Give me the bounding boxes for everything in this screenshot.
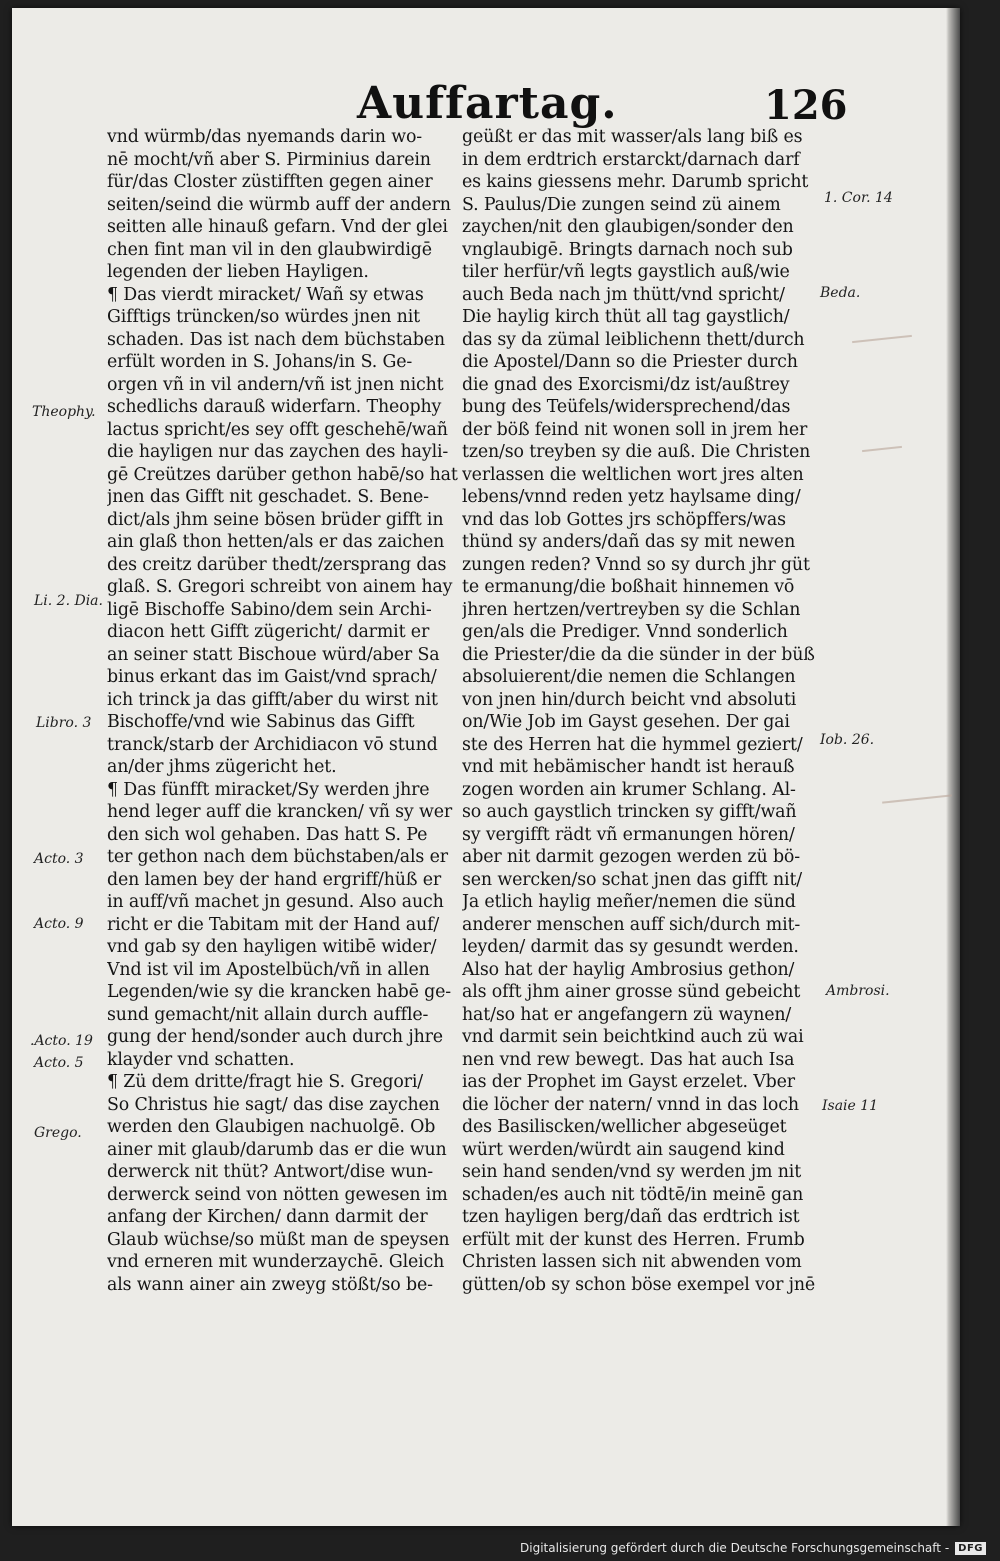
left-column-line: richt er die Tabitam mit der Hand auf/: [107, 914, 440, 935]
margin-note-libro3: Libro. 3: [36, 715, 92, 731]
left-column-line: Glaub wüchse/so müßt man de speysen: [107, 1229, 450, 1250]
left-column-line: seiten/seind die würmb auff der andern: [107, 194, 451, 215]
left-column-line: gē Creützes darüber gethon habē/so hat: [107, 464, 458, 485]
right-column-line: hat/so hat er angefangern zü waynen/: [462, 1004, 792, 1025]
left-column-line: vnd gab sy den hayligen witibē wider/: [107, 937, 437, 957]
left-column-line: den sich wol gehaben. Das hatt S. Pe: [107, 824, 428, 845]
right-column-line: Also hat der haylig Ambrosius gethon/: [462, 959, 795, 980]
right-column-line: von jnen hin/durch beicht vnd absoluti: [462, 689, 797, 710]
right-column-line: sy vergifft rädt vñ ermanungen hören/: [462, 824, 795, 845]
left-column-line: ¶ Zü dem dritte/fragt hie S. Gregori/: [107, 1072, 423, 1092]
pencil-mark: [862, 446, 902, 452]
left-column-line: derwerck seind von nötten gewesen im: [107, 1184, 448, 1205]
left-column-line: ain glaß thon hetten/als er das zaichen: [107, 532, 445, 552]
right-column-line: geüßt er das mit wasser/als lang biß es: [462, 127, 803, 147]
right-column-line: würt werden/würdt ain saugend kind: [462, 1139, 785, 1160]
left-column-line: erfült worden in S. Johans/in S. Ge-: [107, 352, 413, 372]
right-column-line: tiler herfür/vñ legts gaystlich auß/wie: [462, 262, 790, 282]
right-column-line: thünd sy anders/dañ das sy mit newen: [462, 532, 796, 552]
margin-note-acto9: Acto. 9: [34, 916, 84, 932]
left-column-line: binus erkant das im Gaist/vnd sprach/: [107, 667, 437, 687]
right-column-line: vnd das lob Gottes jrs schöpffers/was: [462, 509, 786, 530]
left-column-line: schaden. Das ist nach dem büchstaben: [107, 329, 445, 350]
right-column-line: leyden/ darmit das sy gesundt werden.: [462, 937, 799, 957]
right-column-line: das sy da zümal leiblichenn thett/durch: [462, 329, 805, 350]
right-column-line: sein hand senden/vnd sy werden jm nit: [462, 1162, 802, 1182]
left-column-line: glaß. S. Gregori schreibt von ainem hay: [107, 577, 453, 597]
left-column-line: ¶ Das vierdt miracket/ Wañ sy etwas: [107, 284, 424, 305]
right-column-line: Christen lassen sich nit abwenden vom: [462, 1252, 802, 1272]
left-column-line: Bischoffe/vnd wie Sabinus das Gifft: [107, 712, 415, 732]
left-column-line: nē mocht/vñ aber S. Pirminius darein: [107, 149, 431, 170]
pencil-mark: [882, 794, 952, 803]
margin-note-theophy: Theophy.: [32, 404, 96, 420]
left-column-line: vnd würmb/das nyemands darin wo-: [107, 127, 423, 147]
left-column-line: in auff/vñ machet jn gesund. Also auch: [107, 892, 444, 912]
left-column-line: gung der hend/sonder auch durch jhre: [107, 1027, 443, 1047]
right-column-line: als offt jhm ainer grosse sünd gebeicht: [462, 982, 801, 1002]
right-column-line: vnd mit hebämischer handt ist herauß: [462, 757, 795, 777]
running-title: Auffartag.: [357, 78, 618, 129]
right-column-line: zogen worden ain krumer Schlang. Al-: [462, 779, 796, 800]
margin-note-acto3: Acto. 3: [34, 851, 84, 867]
right-column-line: vnglaubigē. Bringts darnach noch sub: [462, 239, 793, 260]
left-column-line: derwerck nit thüt? Antwort/dise wun-: [107, 1162, 434, 1182]
left-column-line: vnd erneren mit wunderzaychē. Gleich: [107, 1252, 445, 1272]
right-column-line: zungen reden? Vnnd so sy durch jhr güt: [462, 554, 810, 575]
right-column-line: jhren hertzen/vertreyben sy die Schlan: [462, 599, 801, 620]
dfg-logo-icon: DFG: [955, 1542, 986, 1555]
left-column-line: sund gemacht/nit allain durch auffle-: [107, 1004, 429, 1025]
left-column-line: als wann ainer ain zweyg stößt/so be-: [107, 1274, 433, 1295]
margin-note-grego: Grego.: [34, 1125, 82, 1141]
left-column-line: werden den Glaubigen nachuolgē. Ob: [107, 1117, 436, 1137]
left-column-line: orgen vñ in vil andern/vñ ist jnen nicht: [107, 374, 444, 395]
margin-note-isaie11: Isaie 11: [822, 1098, 879, 1114]
left-column-line: So Christus hie sagt/ das dise zaychen: [107, 1094, 440, 1115]
right-column-line: nen vnd rew bewegt. Das hat auch Isa: [462, 1049, 795, 1070]
right-column-line: ias der Prophet im Gayst erzelet. Vber: [462, 1072, 795, 1092]
right-column-line: lebens/vnnd reden yetz haylsame ding/: [462, 487, 801, 507]
margin-note-ambrosi: Ambrosi.: [826, 983, 890, 999]
left-column-line: diacon hett Gifft zügericht/ darmit er: [107, 622, 430, 642]
right-column-line: so auch gaystlich trincken sy gifft/wañ: [462, 802, 797, 822]
right-column-line: die gnad des Exorcismi/dz ist/außtrey: [462, 374, 790, 395]
page-edge-shadow: [946, 8, 960, 1526]
left-column-line: legenden der lieben Hayligen.: [107, 262, 369, 282]
right-column-line: die Priester/die da die sünder in der büß: [462, 644, 815, 665]
left-column-line: den lamen bey der hand ergriff/hüß er: [107, 869, 442, 890]
right-column-line: sen wercken/so schat jnen das gifft nit/: [462, 869, 802, 890]
left-column-line: ter gethon nach dem büchstaben/als er: [107, 847, 448, 867]
margin-note-beda: Beda.: [820, 285, 861, 301]
left-column-line: klayder vnd schatten.: [107, 1049, 295, 1070]
right-column-line: verlassen die weltlichen wort jres alten: [462, 464, 804, 485]
left-column-line: tranck/starb der Archidiacon vō stund: [107, 734, 438, 755]
left-column-line: ainer mit glaub/darumb das er die wun: [107, 1139, 447, 1160]
margin-note-acto19: .Acto. 19: [30, 1033, 93, 1049]
left-column-line: lactus spricht/es sey offt geschehē/wañ: [107, 419, 448, 440]
margin-note-li2dia: Li. 2. Dia.: [34, 593, 103, 609]
left-column-line: jnen das Gifft nit geschadet. S. Bene-: [107, 487, 429, 507]
left-column-line: hend leger auff die krancken/ vñ sy wer: [107, 802, 453, 822]
right-column-line: Die haylig kirch thüt all tag gaystlich/: [462, 307, 790, 327]
right-column-line: des Basiliscken/wellicher abgeseüget: [462, 1117, 787, 1137]
margin-note-iob26: Iob. 26.: [820, 732, 875, 748]
left-column-line: an/der jhms zügericht het.: [107, 757, 337, 777]
right-column-line: auch Beda nach jm thütt/vnd spricht/: [462, 284, 785, 305]
right-column-line: es kains giessens mehr. Darumb spricht: [462, 172, 809, 192]
left-text-column: [107, 126, 467, 1296]
pencil-mark: [852, 335, 912, 343]
book-page: [12, 8, 960, 1526]
right-column-line: aber nit darmit gezogen werden zü bö-: [462, 847, 800, 867]
right-column-line: zaychen/nit den glaubigen/sonder den: [462, 217, 794, 237]
right-column-line: on/Wie Job im Gayst gesehen. Der gai: [462, 712, 790, 732]
page-number: 126: [764, 82, 848, 129]
right-column-line: die löcher der natern/ vnnd in das loch: [462, 1094, 799, 1115]
right-column-line: gütten/ob sy schon böse exempel vor jnē: [462, 1274, 816, 1295]
right-column-line: vnd darmit sein beichtkind auch zü wai: [462, 1027, 804, 1047]
right-column-line: ste des Herren hat die hymmel geziert/: [462, 734, 803, 755]
left-column-line: ¶ Das fünfft miracket/Sy werden jhre: [107, 779, 430, 800]
right-text-column: [462, 126, 842, 1296]
left-column-line: an seiner statt Bischoue würd/aber Sa: [107, 644, 440, 665]
right-column-line: tzen hayligen berg/dañ das erdtrich ist: [462, 1207, 800, 1227]
left-column-line: ich trinck ja das gifft/aber du wirst nit: [107, 689, 438, 710]
right-column-line: gen/als die Prediger. Vnnd sonderlich: [462, 622, 788, 642]
left-column-line: ligē Bischoffe Sabino/dem sein Archi-: [107, 599, 432, 620]
left-column-line: die hayligen nur das zaychen des hayli-: [107, 442, 449, 462]
left-column-line: seitten alle hinauß gefarn. Vnd der glei: [107, 217, 448, 237]
footer-text: Digitalisierung gefördert durch die Deutsche Forschungsgemeinschaft -: [520, 1541, 950, 1555]
left-column-line: Gifftigs trüncken/so würdes jnen nit: [107, 307, 420, 327]
left-column-line: dict/als jhm seine bösen brüder gifft in: [107, 509, 444, 530]
right-column-line: Ja etlich haylig meñer/nemen die sünd: [462, 892, 796, 912]
left-column-line: schedlichs darauß widerfarn. Theophy: [107, 397, 442, 417]
right-column-line: absoluierent/die nemen die Schlangen: [462, 667, 796, 687]
margin-note-acto5: Acto. 5: [34, 1055, 84, 1071]
right-column-line: in dem erdtrich erstarckt/darnach darf: [462, 149, 800, 170]
right-column-line: der böß feind nit wonen soll in jrem her: [462, 419, 808, 440]
right-column-line: die Apostel/Dann so die Priester durch: [462, 352, 798, 372]
right-column-line: erfült mit der kunst des Herren. Frumb: [462, 1229, 805, 1250]
right-column-line: bung des Teüfels/widersprechend/das: [462, 397, 791, 417]
left-column-line: chen fint man vil in den glaubwirdigē: [107, 239, 432, 260]
right-column-line: anderer menschen auff sich/durch mit-: [462, 914, 801, 935]
left-column-line: anfang der Kirchen/ dann darmit der: [107, 1207, 428, 1227]
right-column-line: tzen/so treyben sy die auß. Die Christen: [462, 442, 811, 462]
right-column-line: te ermanung/die boßhait hinnemen vō: [462, 577, 795, 597]
right-column-line: schaden/es auch nit tödtē/in meinē gan: [462, 1184, 804, 1205]
margin-note-cor14: 1. Cor. 14: [824, 190, 893, 206]
right-column-line: S. Paulus/Die zungen seind zü ainem: [462, 194, 781, 215]
left-column-line: für/das Closter züstifften gegen ainer: [107, 172, 433, 192]
left-column-line: des creitz darüber thedt/zersprang das: [107, 554, 447, 575]
digitization-footer: [520, 1541, 986, 1555]
left-column-line: Vnd ist vil im Apostelbüch/vñ in allen: [107, 959, 430, 980]
left-column-line: Legenden/wie sy die krancken habē ge-: [107, 982, 451, 1002]
